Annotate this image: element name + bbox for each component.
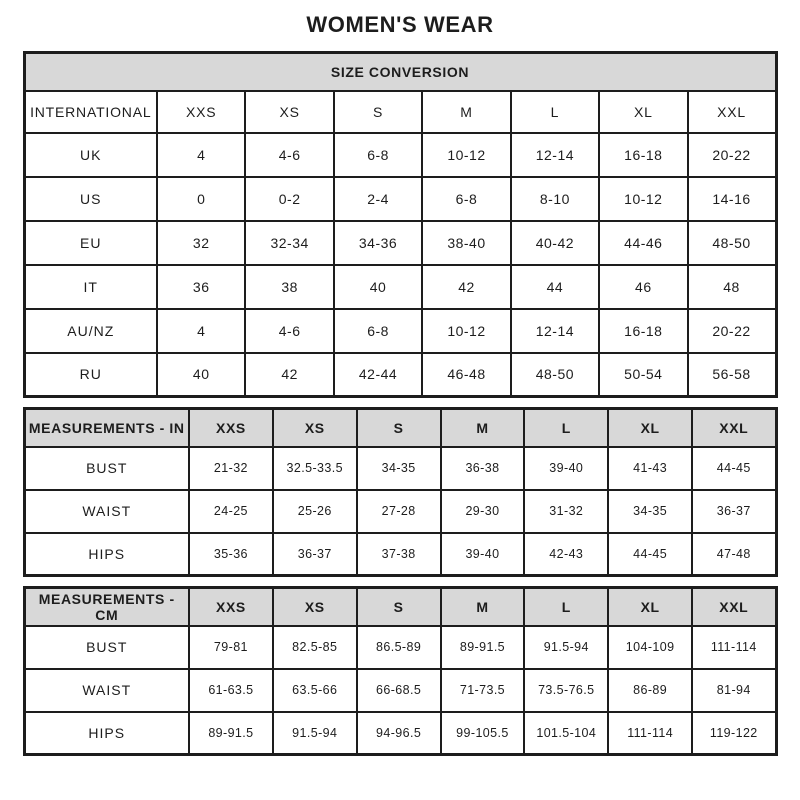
size-value-cell: 37-38 [357,533,441,576]
size-value-cell: 42-43 [524,533,608,576]
table-row [24,447,776,490]
row-label: IT [24,265,157,309]
row-label: HIPS [24,533,189,576]
size-value-cell: 86.5-89 [357,626,441,669]
size-value-cell: 46-48 [422,353,510,397]
size-value-cell: 38 [245,265,333,309]
size-column-header: L [524,409,608,447]
size-value-cell: 81-94 [692,669,776,712]
size-column-header: XS [245,91,333,133]
size-value-cell: 44-45 [692,447,776,490]
size-value-cell: 39-40 [524,447,608,490]
size-value-cell: 36-37 [273,533,357,576]
size-value-cell: 4 [157,133,245,177]
size-value-cell: 111-114 [608,712,692,755]
size-value-cell: 56-58 [688,353,776,397]
table-row [24,177,776,221]
size-value-cell: 4 [157,309,245,353]
size-value-cell: 42 [422,265,510,309]
size-value-cell: 2-4 [334,177,422,221]
size-value-cell: 63.5-66 [273,669,357,712]
size-value-cell: 42-44 [334,353,422,397]
measurements-in-table [23,407,778,577]
size-value-cell: 48 [688,265,776,309]
row-label: AU/NZ [24,309,157,353]
size-value-cell: 44 [511,265,599,309]
size-value-cell: 0 [157,177,245,221]
size-value-cell: 4-6 [245,133,333,177]
table-row [24,353,776,397]
size-column-header: XXL [688,91,776,133]
size-value-cell: 89-91.5 [189,712,273,755]
size-value-cell: 20-22 [688,133,776,177]
size-value-cell: 104-109 [608,626,692,669]
size-column-header: L [511,91,599,133]
size-column-header: XL [608,409,692,447]
size-value-cell: 40-42 [511,221,599,265]
size-value-cell: 35-36 [189,533,273,576]
size-value-cell: 16-18 [599,309,687,353]
size-value-cell: 66-68.5 [357,669,441,712]
size-column-header: XXL [692,409,776,447]
size-column-header: XXS [189,588,273,626]
table-row [24,533,776,576]
table-row [24,265,776,309]
table-row [24,712,776,755]
size-value-cell: 91.5-94 [273,712,357,755]
size-value-cell: 12-14 [511,133,599,177]
size-value-cell: 16-18 [599,133,687,177]
table-row [24,309,776,353]
size-value-cell: 4-6 [245,309,333,353]
size-value-cell: 21-32 [189,447,273,490]
size-value-cell: 48-50 [688,221,776,265]
size-value-cell: 6-8 [422,177,510,221]
size-column-header: XL [599,91,687,133]
table-label-header: INTERNATIONAL [24,91,157,133]
size-column-header: XS [273,588,357,626]
size-value-cell: 94-96.5 [357,712,441,755]
size-column-header: S [357,588,441,626]
table-row [24,626,776,669]
size-value-cell: 40 [334,265,422,309]
size-chart-sheet [23,51,778,756]
table-row [24,490,776,533]
size-value-cell: 34-36 [334,221,422,265]
size-value-cell: 34-35 [357,447,441,490]
size-value-cell: 91.5-94 [524,626,608,669]
size-value-cell: 8-10 [511,177,599,221]
size-value-cell: 36-37 [692,490,776,533]
size-value-cell: 12-14 [511,309,599,353]
size-value-cell: 10-12 [422,133,510,177]
row-label: BUST [24,626,189,669]
table-row [24,133,776,177]
size-column-header: L [524,588,608,626]
size-value-cell: 101.5-104 [524,712,608,755]
size-column-header: XXS [157,91,245,133]
size-value-cell: 6-8 [334,133,422,177]
size-value-cell: 73.5-76.5 [524,669,608,712]
size-value-cell: 6-8 [334,309,422,353]
size-value-cell: 44-45 [608,533,692,576]
size-value-cell: 40 [157,353,245,397]
size-value-cell: 79-81 [189,626,273,669]
size-column-header: XXL [692,588,776,626]
row-label: HIPS [24,712,189,755]
size-column-header: S [357,409,441,447]
size-column-header: M [441,409,525,447]
table-row [24,669,776,712]
size-value-cell: 50-54 [599,353,687,397]
row-label: WAIST [24,490,189,533]
size-value-cell: 14-16 [688,177,776,221]
measurements-cm-table [23,586,778,756]
size-value-cell: 39-40 [441,533,525,576]
size-column-header: XL [608,588,692,626]
size-column-header: XS [273,409,357,447]
size-value-cell: 42 [245,353,333,397]
size-value-cell: 10-12 [599,177,687,221]
size-value-cell: 38-40 [422,221,510,265]
size-value-cell: 0-2 [245,177,333,221]
row-label: WAIST [24,669,189,712]
table-banner-title: SIZE CONVERSION [24,53,776,91]
page-title: WOMEN'S WEAR [306,12,494,37]
row-label: RU [24,353,157,397]
size-value-cell: 119-122 [692,712,776,755]
size-value-cell: 36 [157,265,245,309]
size-value-cell: 86-89 [608,669,692,712]
size-value-cell: 25-26 [273,490,357,533]
size-value-cell: 24-25 [189,490,273,533]
size-value-cell: 71-73.5 [441,669,525,712]
size-value-cell: 34-35 [608,490,692,533]
size-value-cell: 44-46 [599,221,687,265]
row-label: US [24,177,157,221]
size-value-cell: 32 [157,221,245,265]
size-value-cell: 61-63.5 [189,669,273,712]
size-value-cell: 31-32 [524,490,608,533]
size-value-cell: 111-114 [692,626,776,669]
row-label: EU [24,221,157,265]
size-value-cell: 32-34 [245,221,333,265]
size-column-header: M [441,588,525,626]
size-value-cell: 48-50 [511,353,599,397]
size-column-header: M [422,91,510,133]
size-value-cell: 20-22 [688,309,776,353]
size-value-cell: 10-12 [422,309,510,353]
row-label: BUST [24,447,189,490]
size-column-header: XXS [189,409,273,447]
size-value-cell: 82.5-85 [273,626,357,669]
table-label-header: MEASUREMENTS - IN [24,409,189,447]
table-label-header: MEASUREMENTS - CM [24,588,189,626]
row-label: UK [24,133,157,177]
size-value-cell: 29-30 [441,490,525,533]
size-value-cell: 99-105.5 [441,712,525,755]
size-conversion-table [23,51,778,398]
size-value-cell: 89-91.5 [441,626,525,669]
size-value-cell: 41-43 [608,447,692,490]
size-column-header: S [334,91,422,133]
size-value-cell: 27-28 [357,490,441,533]
size-value-cell: 47-48 [692,533,776,576]
size-value-cell: 36-38 [441,447,525,490]
size-value-cell: 32.5-33.5 [273,447,357,490]
table-row [24,221,776,265]
size-value-cell: 46 [599,265,687,309]
